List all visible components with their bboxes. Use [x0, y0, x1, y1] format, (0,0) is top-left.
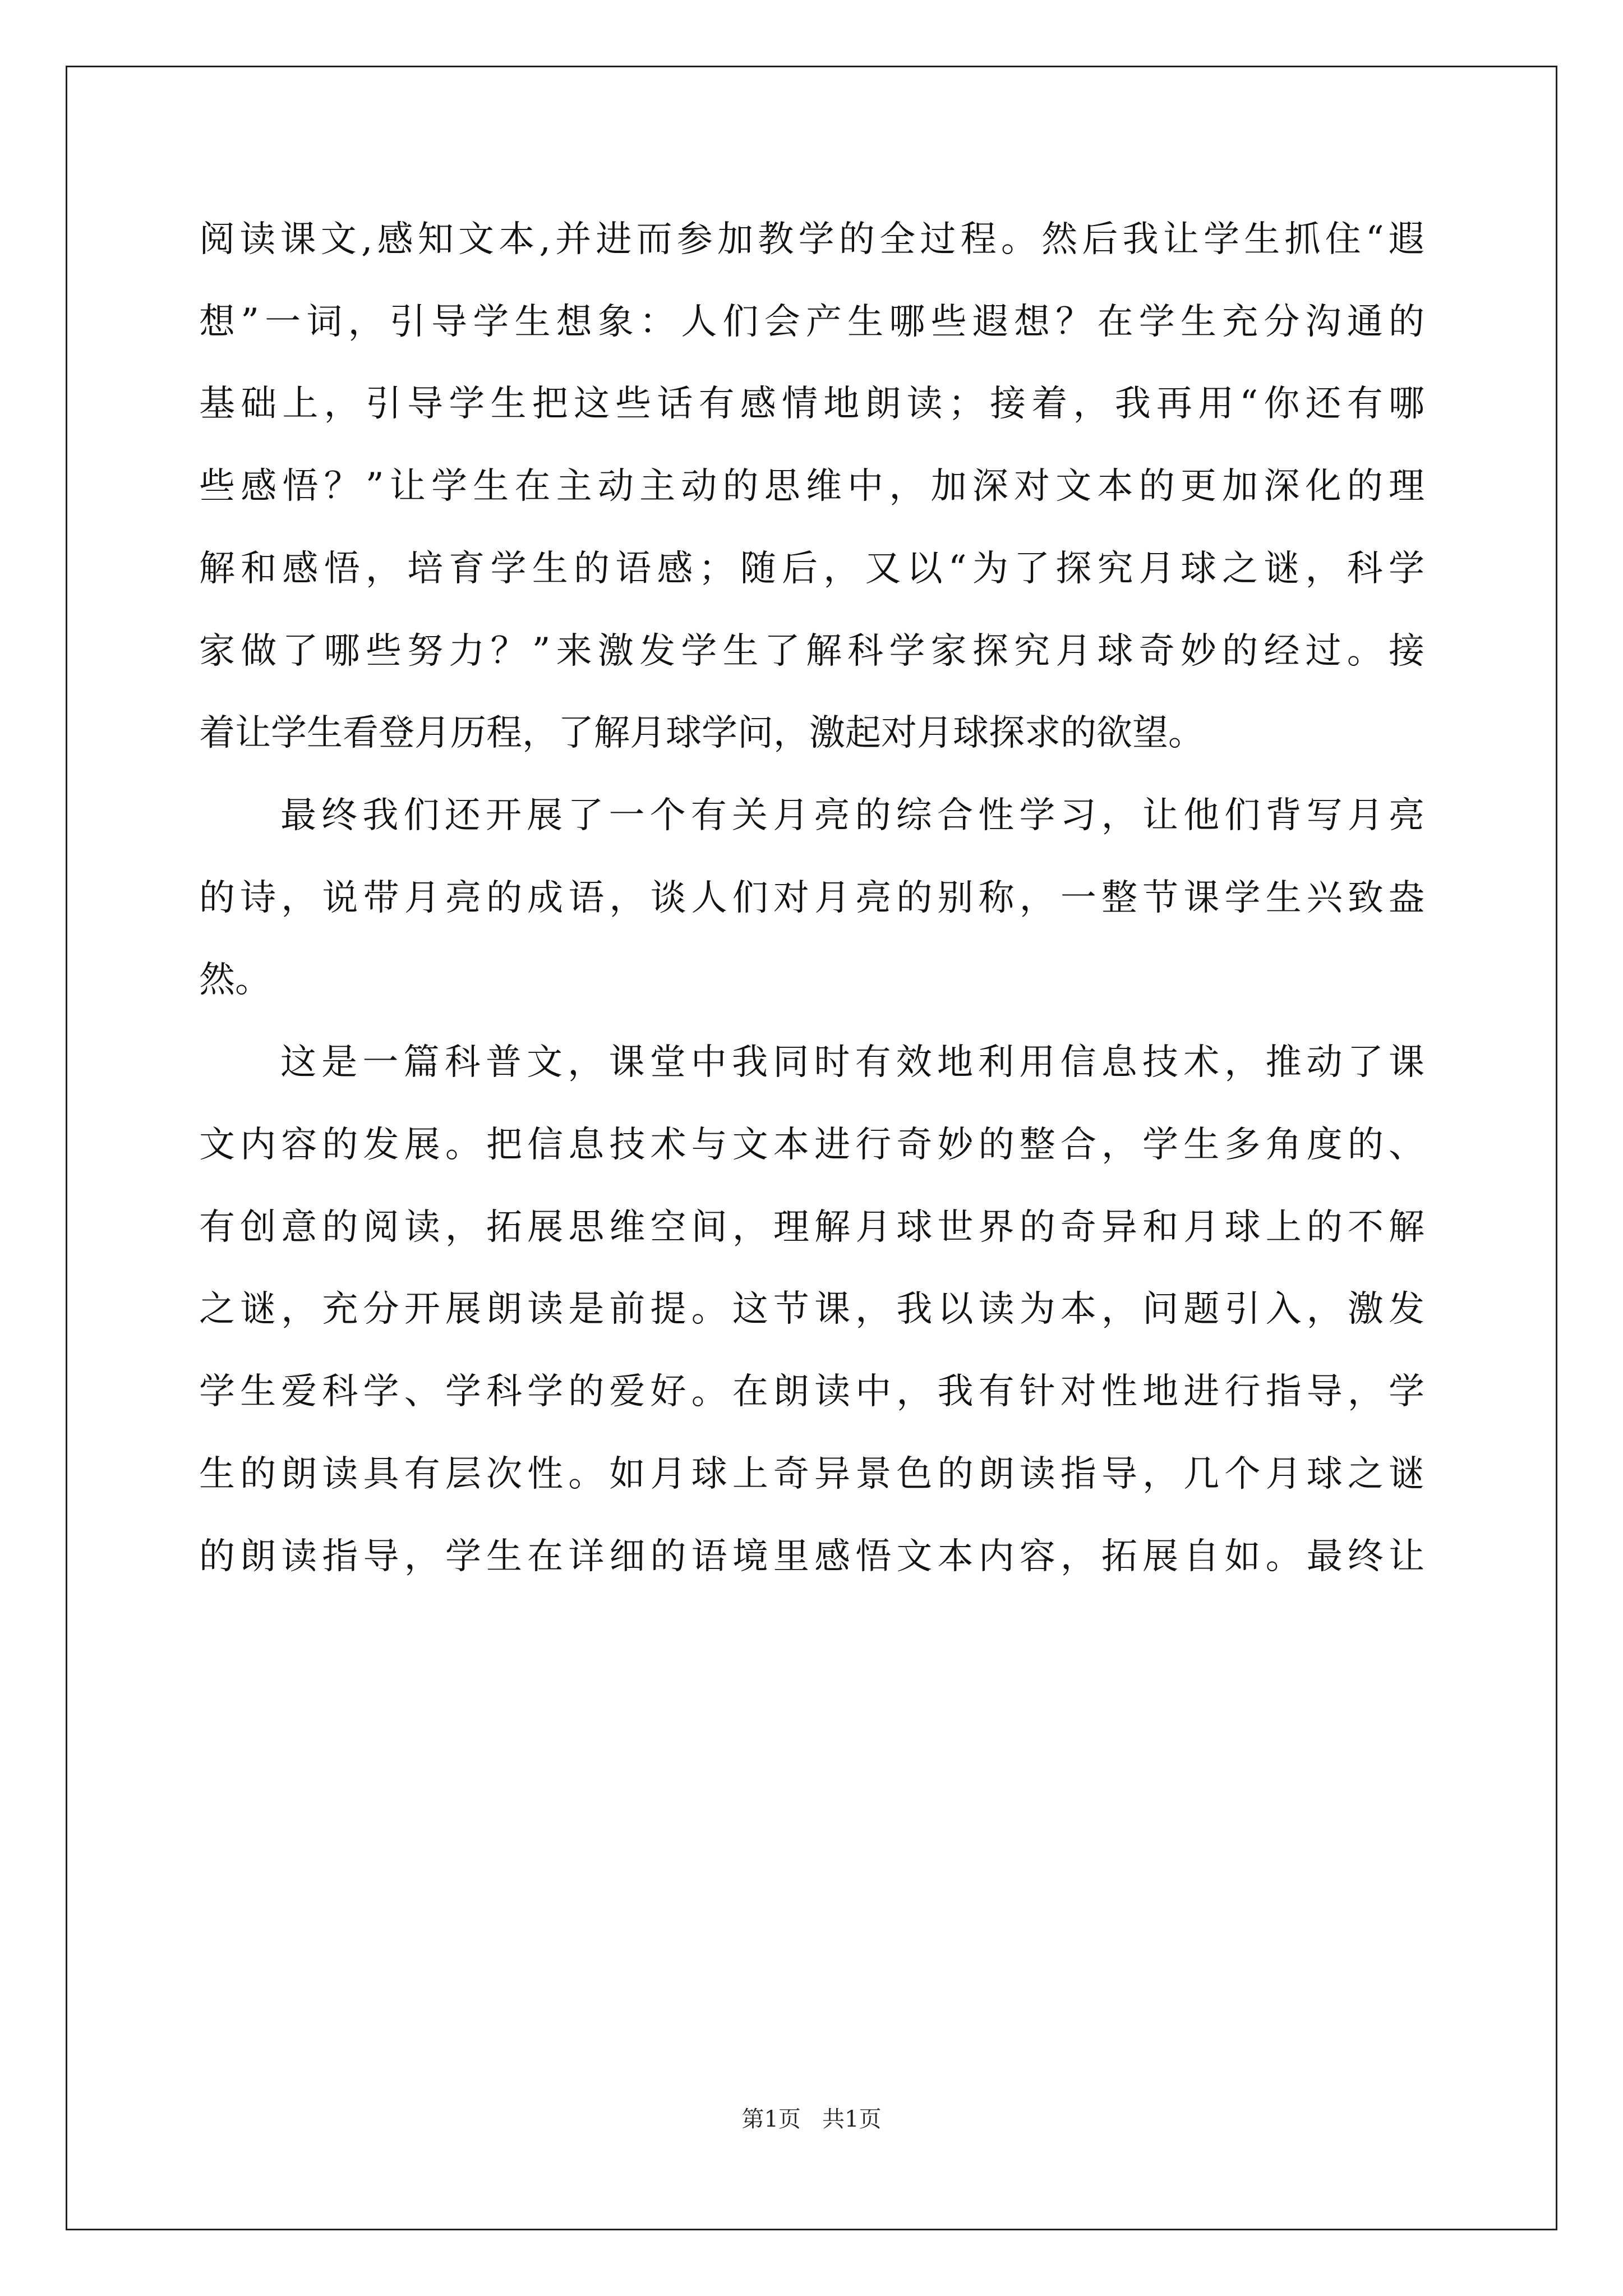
- text-line: 基础上，引导学生把这些话有感情地朗读；接着，我再用“你还有哪: [199, 383, 1424, 425]
- text-line: 学生爱科学、学科学的爱好。在朗读中，我有针对性地进行指导，学: [199, 1371, 1424, 1412]
- page-number-footer: 第1页 共1页: [741, 2106, 882, 2132]
- text-line: 解和感悟，培育学生的语感；随后，又以“为了探究月球之谜，科学: [199, 548, 1424, 590]
- text-line: 生的朗读具有层次性。如月球上奇异景色的朗读指导，几个月球之谜: [199, 1453, 1424, 1495]
- text-line: 想”一词，引导学生想象：人们会产生哪些遐想？在学生充分沟通的: [199, 301, 1424, 343]
- text-line: 的诗，说带月亮的成语，谈人们对月亮的别称，一整节课学生兴致盎: [199, 877, 1424, 919]
- text-line: 文内容的发展。把信息技术与文本进行奇妙的整合，学生多角度的、: [199, 1124, 1424, 1166]
- paragraph-first-line: 最终我们还开展了一个有关月亮的综合性学习，让他们背写月亮: [280, 795, 1424, 836]
- text-line: 然。: [199, 959, 271, 1001]
- text-line: 的朗读指导，学生在详细的语境里感悟文本内容，拓展自如。最终让: [199, 1536, 1424, 1577]
- text-line: 着让学生看登月历程，了解月球学问，激起对月球探求的欲望。: [199, 712, 1204, 754]
- text-line: 之谜，充分开展朗读是前提。这节课，我以读为本，问题引入，激发: [199, 1289, 1424, 1330]
- text-line: 些感悟？”让学生在主动主动的思维中，加深对文本的更加深化的理: [199, 466, 1424, 507]
- text-line: 有创意的阅读，拓展思维空间，理解月球世界的奇异和月球上的不解: [199, 1207, 1424, 1248]
- paragraph-first-line: 这是一篇科普文，课堂中我同时有效地利用信息技术，推动了课: [280, 1042, 1424, 1083]
- text-line: 家做了哪些努力？”来激发学生了解科学家探究月球奇妙的经过。接: [199, 631, 1424, 672]
- text-line: 阅读课文,感知文本,并进而参加教学的全过程。然后我让学生抓住“遐: [199, 219, 1424, 260]
